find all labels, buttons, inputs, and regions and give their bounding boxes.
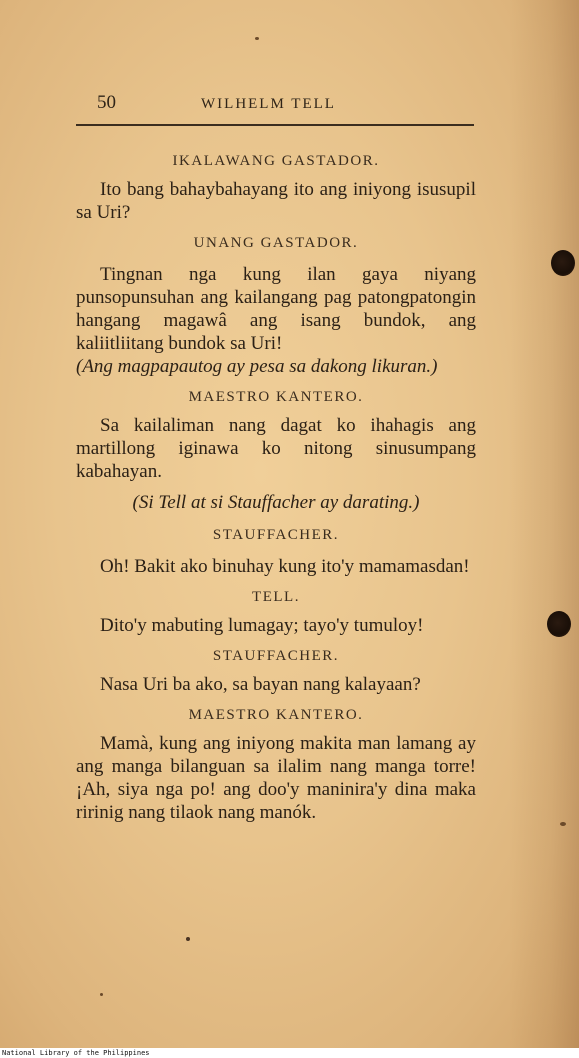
speaker-name: TELL. — [252, 589, 300, 605]
binding-hole — [551, 250, 575, 276]
speaker-name: IKALAWANG GASTADOR. — [172, 153, 380, 169]
speaker-name: MAESTRO KANTERO. — [188, 707, 364, 723]
paper-speck — [560, 822, 566, 826]
running-title: WILHELM TELL — [201, 96, 336, 112]
paper-speck — [186, 937, 190, 941]
page-header — [97, 92, 477, 114]
dialogue-paragraph: Dito'y mabuting lumagay; tayo'y tumuloy! — [100, 615, 424, 636]
dialogue-paragraph: Oh! Bakit ako binuhay kung ito'y mamamasdan! — [100, 556, 470, 577]
dialogue-paragraph: Mamà, kung ang iniyong makita man lamang ay ang manga bilanguan sa ilalim nang manga torre! ¡Ah, siya nga po! ang doo'y maninira'y dina maka ririnig nang tilaok nang manók. — [76, 733, 476, 823]
dialogue-paragraph: Ito bang bahaybahayang ito ang iniyong isusupil sa Uri? — [76, 179, 476, 223]
paper-speck — [100, 993, 103, 996]
speaker-name: UNANG GASTADOR. — [193, 235, 359, 251]
page-number: 50 — [97, 92, 116, 113]
binding-hole — [547, 611, 571, 637]
library-credit: National Library of the Philippines — [0, 1048, 579, 1058]
dialogue-text — [76, 150, 476, 824]
dialogue-paragraph: Tingnan nga kung ilan gaya niyang punsopunsuhan ang kailangang pag patongpatongin hangang magawâ ang isang bundok, ang kaliitliitang bundok sa Uri! — [76, 264, 476, 354]
dialogue-paragraph: Sa kailaliman nang dagat ko ihahagis ang martillong iginawa ko nitong sinusumpang kabahayan. — [76, 415, 476, 482]
dialogue-paragraph: Nasa Uri ba ako, sa bayan nang kalayaan? — [100, 674, 421, 695]
stage-direction: (Ang magpapautog ay pesa sa dakong likuran.) — [76, 356, 438, 377]
speaker-name: STAUFFACHER. — [212, 527, 340, 543]
page-edge-shadow — [509, 0, 579, 1048]
paper-speck — [255, 37, 259, 40]
speaker-name: MAESTRO KANTERO. — [188, 389, 364, 405]
stage-direction: (Si Tell at si Stauffacher ay darating.) — [132, 492, 420, 513]
header-rule — [76, 124, 474, 126]
speaker-name: STAUFFACHER. — [212, 648, 340, 664]
